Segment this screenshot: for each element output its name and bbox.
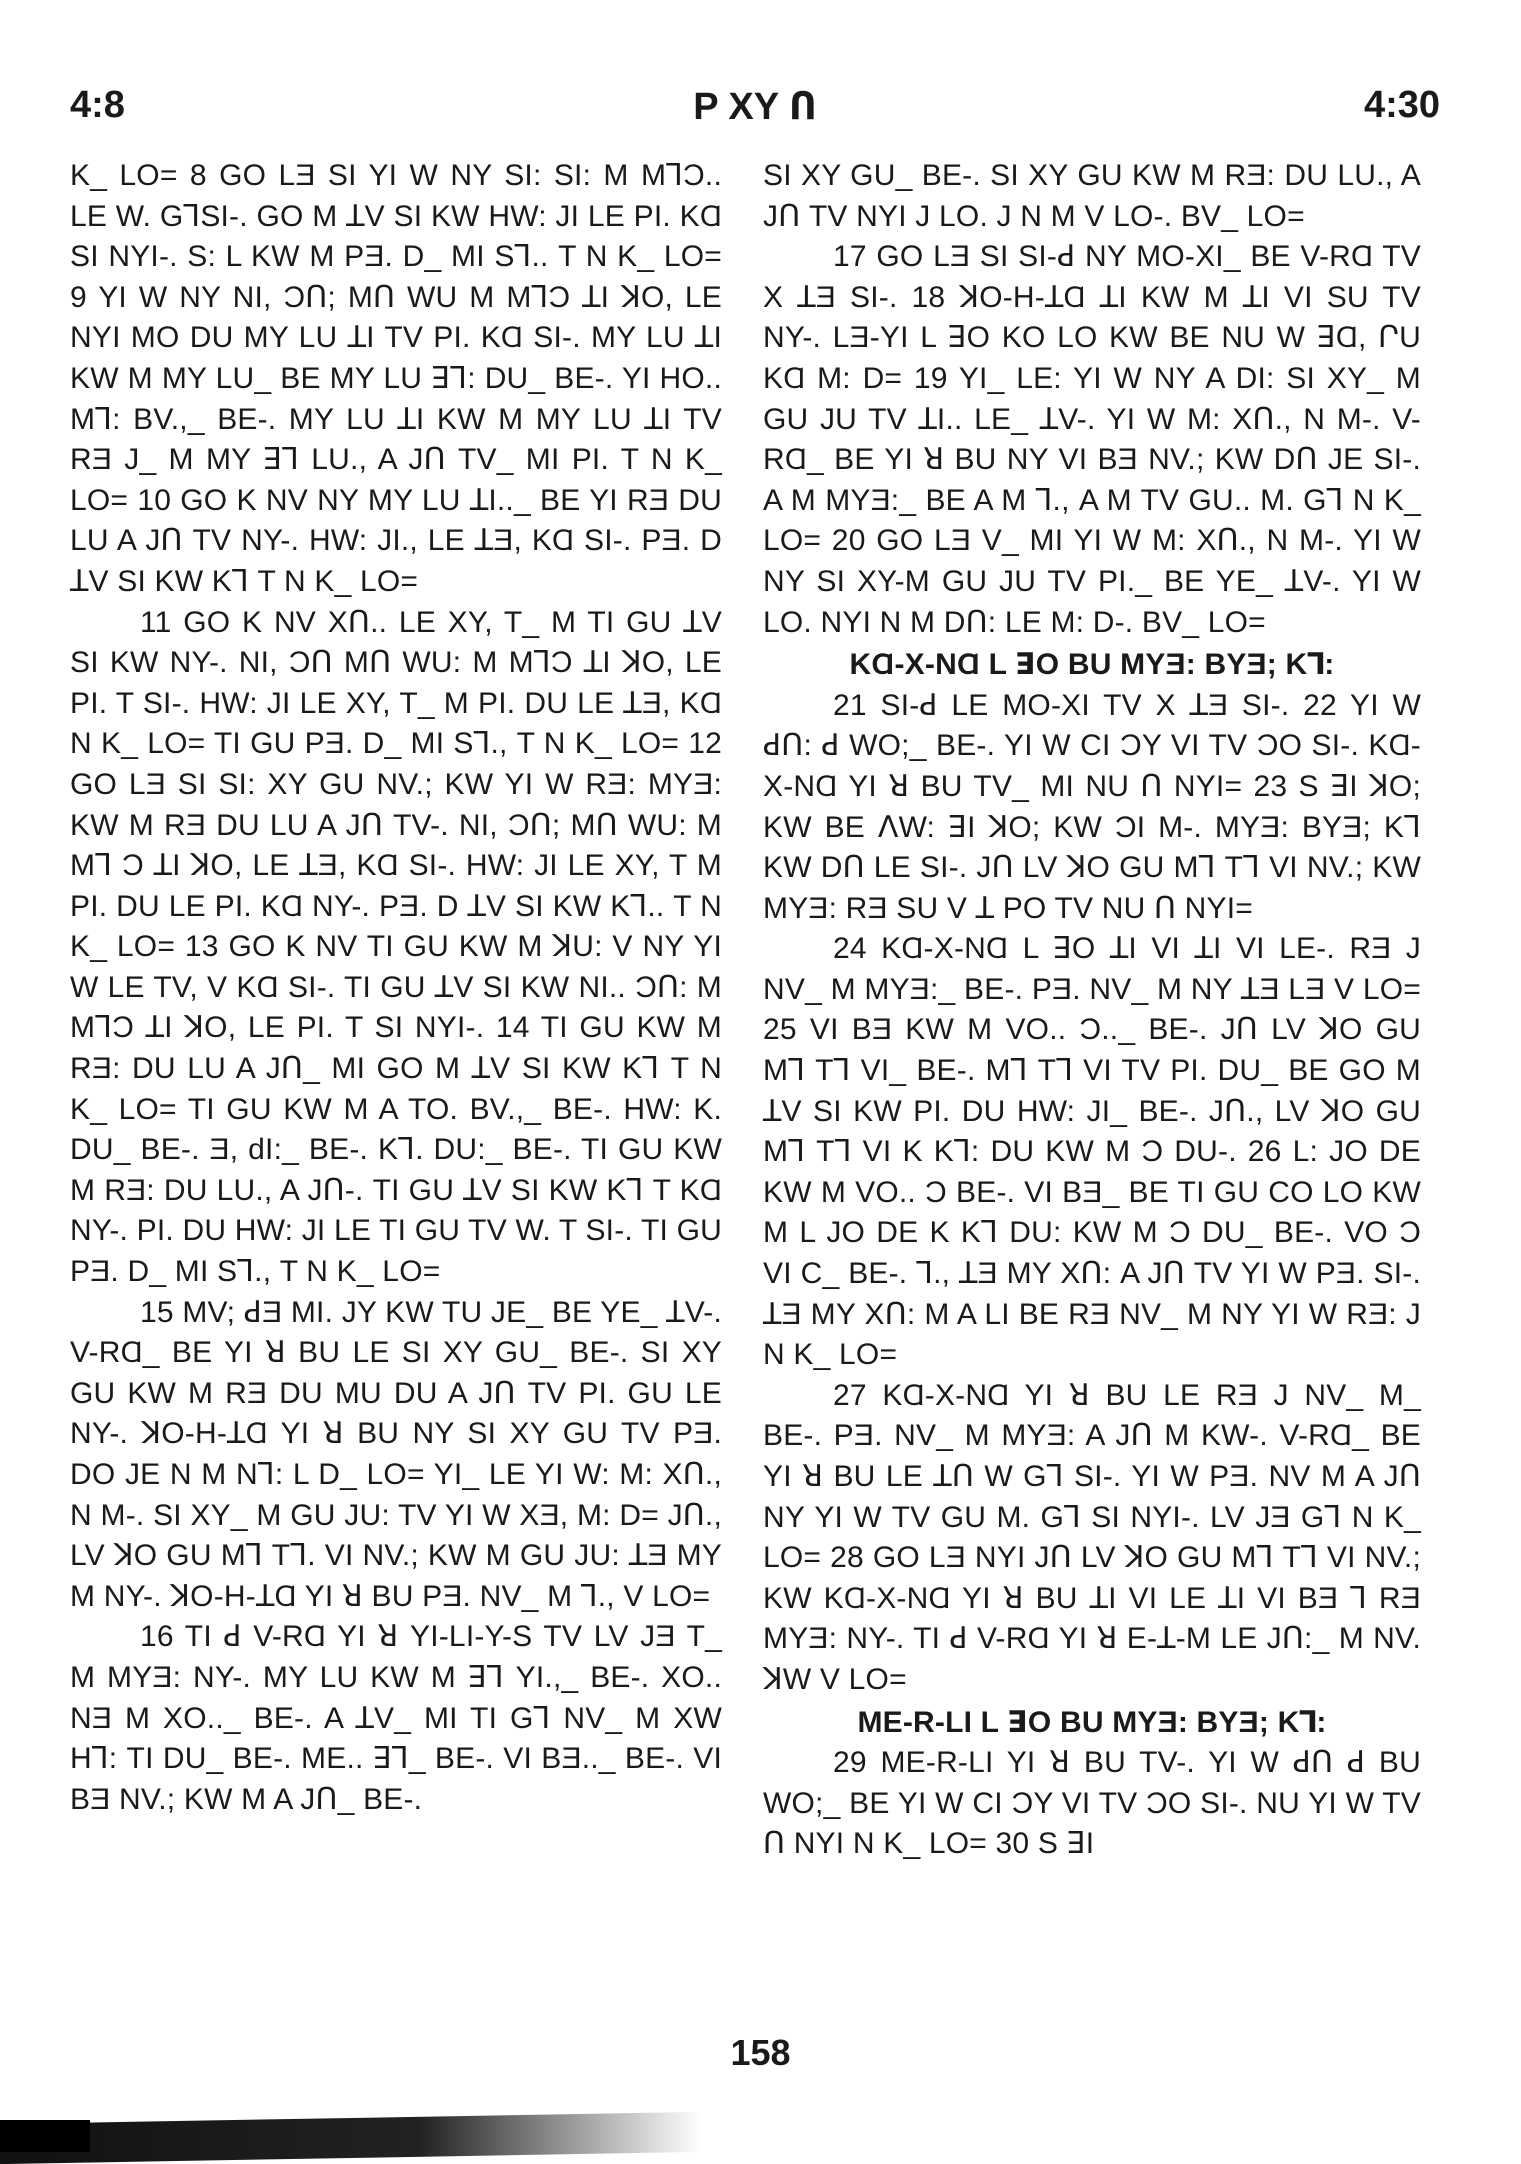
left-text-column [70, 156, 722, 1820]
scan-shadow-corner [0, 2120, 90, 2152]
header-start-reference: 4:8 [70, 84, 125, 126]
verse-paragraph: 15 MV; ꓒƎ MI. JY KW TU JE_ BE YE_ ꓕV-. V-RⱭ_ BE YI ꓤ BU LE SI XY GU_ BE-. SI XY GU KW M RƎ DU MU DU A JՈ TV PI. GU LE NY-. ꓘO-H-ꓕⱭ YI ꓤ BU NY SI XY GU TV PƎ. DO JE N M Nꓶ: L D_ LO= YI_ LE YI W: M: XՈ., N M-. SI XY_ M GU JU: TV YI W XƎ, M: D= JՈ., LV ꓘO GU Mꓶ Tꓶ. VI NV.; KW M GU JU: ꓕƎ MY M NY-. ꓘO-H-ꓕⱭ YI ꓤ BU PƎ. NV_ M ꓶ., V LO= [70, 1295, 722, 1613]
header-book-title: P XY Ո [693, 86, 817, 128]
verse-paragraph: 17 GO LƎ SI SI-ꓒ NY MO-XI_ BE V-RⱭ TV X ꓕƎ SI-. 18 ꓘO-H-ꓕⱭ ꓕI KW M ꓕI VI SU TV NY-. LƎ-YI L ꓱO KO LO KW BE NU W ꓱⱭ, ՐU KⱭ M: D= 19 YI_ LE: YI W NY A DI: SI XY_ M GU JU TV ꓕI.. LE_ ꓕV-. YI W M: XՈ., N M-. V-RⱭ_ BE YI ꓤ BU NY VI BƎ NV.; KW DՈ JE SI-. A M MYƎ:_ BE A M ꓶ., A M TV GU.. M. Gꓶ N K_ LO= 20 GO LƎ V_ MI YI W M: XՈ., N M-. YI W NY SI XY-M GU JU TV PI._ BE YE_ ꓕV-. YI W LO. NYI N M DՈ: LE M: D-. BV_ LO= [763, 240, 1421, 639]
verse-paragraph: K_ LO= 8 GO LƎ SI YI W NY SI: SI: M MꓶƆ.. LE W. GꓶSI-. GO M ꓕV SI KW HW: JI LE PI. KⱭ SI NYI-. S: L KW M PƎ. D_ MI Sꓶ.. T N K_ LO= 9 YI W NY NI, ƆՈ; MՈ WU M MꓶƆ ꓕI ꓘO, LE NYI MO DU MY LU ꓕI TV PI. KⱭ SI-. MY LU ꓕI KW M MY LU_ BE MY LU ꓱꓶ: DU_ BE-. YI HO.. Mꓶ: BV.,_ BE-. MY LU ꓕI KW M MY LU ꓕI TV RƎ J_ M MY ꓱꓶ LU., A JՈ TV_ MI PI. T N K_ LO= 10 GO K NV NY MY LU ꓕI.._ BE YI RƎ DU LU A JՈ TV NY-. HW: JI., LE ꓕƎ, KⱭ SI-. PƎ. D ꓕV SI KW Kꓶ T N K_ LO= [70, 159, 722, 598]
verse-paragraph: 24 KⱭ-X-NⱭ L ꓱO ꓕI VI ꓕI VI LE-. RƎ J NV_ M MYƎ:_ BE-. PƎ. NV_ M NY ꓕƎ LƎ V LO= 25 VI BƎ KW M VO.. Ɔ.._ BE-. JՈ LV ꓘO GU Mꓶ Tꓶ VI_ BE-. Mꓶ Tꓶ VI TV PI. DU_ BE GO M ꓕV SI KW PI. DU HW: JI_ BE-. JՈ., LV ꓘO GU Mꓶ Tꓶ VI K Kꓶ: DU KW M Ɔ DU-. 26 L: JO DE KW M VO.. Ɔ BE-. VI BƎ_ BE TI GU CO LO KW M L JO DE K Kꓶ DU: KW M Ɔ DU_ BE-. VO Ɔ VI C_ BE-. ꓶ., ꓕƎ MY XՈ: A JՈ TV YI W PƎ. SI-. ꓕƎ MY XՈ: M A LI BE RƎ NV_ M NY YI W RƎ: J N K_ LO= [763, 932, 1421, 1372]
running-header [70, 84, 1440, 134]
section-heading: KⱭ-X-NⱭ L ꓱO BU MYƎ: BYƎ; Kꓶ: [849, 648, 1335, 682]
verse-paragraph: 21 SI-ꓒ LE MO-XI TV X ꓕƎ SI-. 22 YI W ꓒՈ: ꓒ WO;_ BE-. YI W CI ƆY VI TV ƆO SI-. KⱭ-X-NⱭ YI ꓤ BU TV_ MI NU Ո NYI= 23 S ꓱI ꓘO; KW BE ꓥW: ꓱI ꓘO; KW ƆI M-. MYƎ: BYƎ; Kꓶ KW DՈ LE SI-. JՈ LV ꓘO GU Mꓶ Tꓶ VI NV.; KW MYƎ: RƎ SU V ꓕ PO TV NU Ո NYI= [763, 688, 1421, 925]
verse-paragraph: 16 TI ꓒ V-RⱭ YI ꓤ YI-LI-Y-S TV LV JƎ T_ M MYƎ: NY-. MY LU KW M ꓱꓶ YI.,_ BE-. XO.. NƎ M XO.._ BE-. A ꓕV_ MI TI Gꓶ NV_ M XW Hꓶ: TI DU_ BE-. ME.. ꓱꓶ_ BE-. VI BƎ.._ BE-. VI BƎ NV.; KW M A JՈ_ BE-. [70, 1620, 722, 1816]
verse-paragraph: 11 GO K NV XՈ.. LE XY, T_ M TI GU ꓕV SI KW NY-. NI, ƆՈ MՈ WU: M MꓶƆ ꓕI ꓘO, LE PI. T SI-. HW: JI LE XY, T_ M PI. DU LE ꓕƎ, KⱭ N K_ LO= TI GU PƎ. D_ MI Sꓶ., T N K_ LO= 12 GO LƎ SI SI: XY GU NV.; KW YI W RƎ: MYƎ: KW M RƎ DU LU A JՈ TV-. NI, ƆՈ; MՈ WU: M Mꓶ Ɔ ꓕI ꓘO, LE ꓕƎ, KⱭ SI-. HW: JI LE XY, T M PI. DU LE PI. KⱭ NY-. PƎ. D ꓕV SI KW Kꓶ.. T N K_ LO= 13 GO K NV TI GU KW M ꓘU: V NY YI W LE TV, V KⱭ SI-. TI GU ꓕV SI KW NI.. ƆՈ: M MꓶƆ ꓕI ꓘO, LE PI. T SI NYI-. 14 TI GU KW M RƎ: DU LU A JՈ_ MI GO M ꓕV SI KW Kꓶ T N K_ LO= TI GU KW M A TO. BV.,_ BE-. HW: K. DU_ BE-. Ǝ, dI:_ BE-. Kꓶ. DU:_ BE-. TI GU KW M RƎ: DU LU., A JՈ-. TI GU ꓕV SI KW Kꓶ T KⱭ NY-. PI. DU HW: JI LE TI GU TV W. T SI-. TI GU PƎ. D_ MI Sꓶ., T N K_ LO= [70, 605, 722, 1289]
header-end-reference: 4:30 [1363, 84, 1440, 126]
section-heading: ME-R-LI L ꓱO BU MYƎ: BYƎ; Kꓶ: [857, 1705, 1327, 1739]
right-text-column [763, 156, 1421, 1865]
verse-paragraph: 27 KⱭ-X-NⱭ YI ꓤ BU LE RƎ J NV_ M_ BE-. PƎ. NV_ M MYƎ: A JՈ M KW-. V-RⱭ_ BE YI ꓤ BU LE ꓕՈ W Gꓶ SI-. YI W PƎ. NV M A JՈ NY YI W TV GU M. Gꓶ SI NYI-. LV JƎ Gꓶ N K_ LO= 28 GO LƎ NYI JՈ LV ꓘO GU Mꓶ Tꓶ VI NV.; KW KⱭ-X-NⱭ YI ꓤ BU ꓕI VI LE ꓕI VI BƎ ꓶ RƎ MYƎ: NY-. TI ꓒ V-RⱭ YI ꓤ E-ꓕ-M LE JՈ:_ M NV. ꓘW V LO= [763, 1378, 1421, 1696]
scan-shadow-edge [0, 2112, 700, 2164]
verse-paragraph: 29 ME-R-LI YI ꓤ BU TV-. YI W ꓒՈ ꓒ BU WO;_ BE YI W CI ƆY VI TV ƆO SI-. NU YI W TV Ո NYI N K_ LO= 30 S ꓱI [763, 1746, 1421, 1861]
page-number: 158 [730, 2032, 791, 2073]
verse-paragraph: SI XY GU_ BE-. SI XY GU KW M RƎ: DU LU., A JՈ TV NYI J LO. J N M V LO-. BV_ LO= [763, 159, 1421, 233]
